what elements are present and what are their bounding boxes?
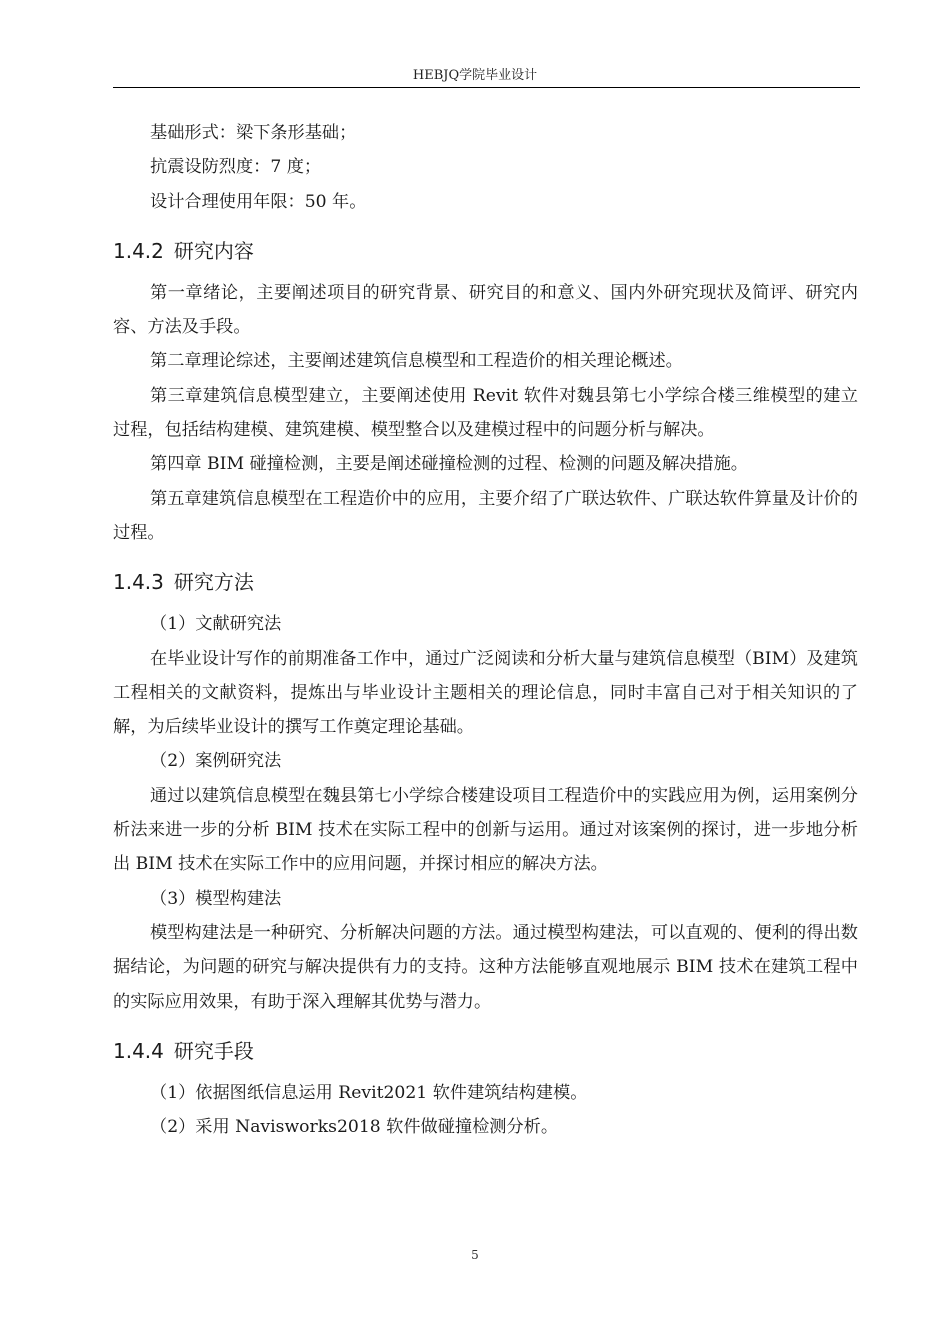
page-header-title: HEBJQ学院毕业设计 <box>412 68 538 83</box>
section-title: 研究手段 <box>173 1038 254 1063</box>
method-subheading: （2）案例研究法 <box>150 751 282 772</box>
section-title: 研究方法 <box>173 570 254 595</box>
method-subheading: （1）文献研究法 <box>150 614 282 635</box>
method-subheading: （3）模型构建法 <box>150 888 282 909</box>
body-paragraph: 基础形式：梁下条形基础； <box>150 123 357 143</box>
body-paragraph: 第一章绪论，主要阐述项目的研究背景、研究目的和意义、国内外研究现状及简评、研究内容、方法及手段。 <box>113 282 858 338</box>
section-number: 1.4.2 <box>113 238 164 263</box>
section-heading <box>113 1039 858 1063</box>
body-paragraph: 设计合理使用年限：50 年。 <box>150 191 367 212</box>
header-divider <box>113 87 860 88</box>
section-number: 1.4.4 <box>113 1038 164 1063</box>
body-paragraph: 抗震设防烈度：7 度； <box>150 157 322 178</box>
body-paragraph: 模型构建法是一种研究、分析解决问题的方法。通过模型构建法，可以直观的、便利的得出数据结论，为问题的研究与解决提供有力的支持。这种方法能够直观地展示 BIM 技术在建筑工程中的实际应用效果，有助于深入理解其优势与潜力。 <box>113 922 858 1012</box>
section-heading <box>113 570 858 594</box>
page-number: 5 <box>471 1248 479 1262</box>
body-paragraph: 第四章 BIM 碰撞检测，主要是阐述碰撞检测的过程、检测的问题及解决措施。 <box>150 454 748 475</box>
body-paragraph: 第五章建筑信息模型在工程造价中的应用，主要介绍了广联达软件、广联达软件算量及计价的过程。 <box>113 488 858 543</box>
body-paragraph: （1）依据图纸信息运用 Revit2021 软件建筑结构建模。 <box>150 1082 588 1103</box>
section-number: 1.4.3 <box>113 570 164 595</box>
body-paragraph: 第二章理论综述，主要阐述建筑信息模型和工程造价的相关理论概述。 <box>150 351 683 372</box>
section-heading <box>113 239 858 263</box>
body-paragraph: 第三章建筑信息模型建立，主要阐述使用 Revit 软件对魏县第七小学综合楼三维模型的建立过程，包括结构建模、建筑建模、模型整合以及建模过程中的问题分析与解决。 <box>113 385 858 441</box>
body-paragraph: 通过以建筑信息模型在魏县第七小学综合楼建设项目工程造价中的实践应用为例，运用案例分析法来进一步的分析 BIM 技术在实际工程中的创新与运用。通过对该案例的探讨，进一步地分析出 BIM 技术在实际工作中的应用问题，并探讨相应的解决方法。 <box>113 785 858 875</box>
document-body <box>113 116 858 1144</box>
body-paragraph: （2）采用 Navisworks2018 软件做碰撞检测分析。 <box>150 1117 559 1138</box>
section-title: 研究内容 <box>173 238 254 263</box>
body-paragraph: 在毕业设计写作的前期准备工作中，通过广泛阅读和分析大量与建筑信息模型（BIM）及建筑工程相关的文献资料，提炼出与毕业设计主题相关的理论信息，同时丰富自己对于相关知识的了解，为后续毕业设计的撰写工作奠定理论基础。 <box>113 648 858 738</box>
